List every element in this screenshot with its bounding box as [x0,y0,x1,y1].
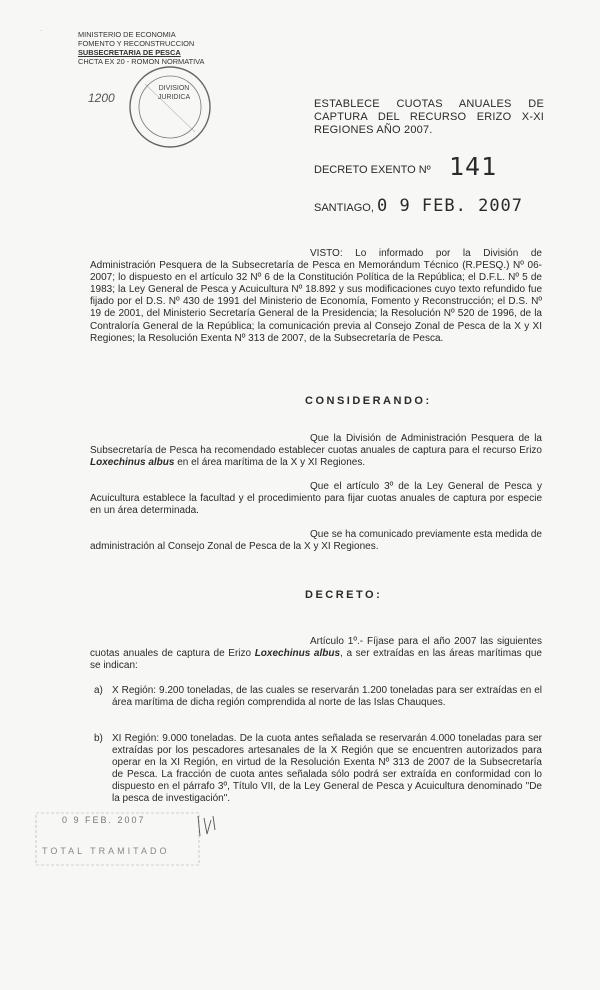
considerando-heading: CONSIDERANDO: [305,395,432,407]
decree-city: SANTIAGO, [314,202,374,214]
official-seal-icon [125,62,215,152]
species-name: Loxechinus albus [90,457,175,469]
decree-date-line [314,196,523,216]
letterhead-ministry-sub: FOMENTO Y RECONSTRUCCION [78,39,195,48]
stamp-date: 0 9 FEB. 2007 [62,815,146,825]
item-a: X Región: 9.200 toneladas, de las cuales se reservarán 1.200 toneladas para ser extraídas en el área marítima de dicha región comprendida al norte de las Islas Chauques. [112,685,542,709]
article-species-name: Loxechinus albus [254,648,341,660]
article-1 [90,636,542,672]
margin-mark: · [40,28,42,34]
decree-number: 141 [449,152,498,181]
seal-line-2: JURIDICA [157,94,191,101]
letterhead-ministry: MINISTERIO DE ECONOMIA [78,30,176,39]
article-1-text: Fíjase para el año 2007 las siguientes cuotas anuales de captura de Erizo [90,636,542,660]
stamp-status: TOTAL TRAMITADO [42,846,170,856]
decree-label: DECRETO EXENTO Nº [314,164,431,176]
letterhead [78,30,228,66]
visto-paragraph: VISTO: Lo informado por la División de Administración Pesquera de la Subsecretaría de Pesca en Memorándum Técnico (R.PESQ.) Nº 06-2007; lo dispuesto en el artículo 32 Nº 6 de la Constitución Política de la República; el D.F.L. Nº 5 de 1983; la Ley General de Pesca y Acuicultura Nº 18.892 y sus modificaciones cuyo texto refundido fue fijado por el D.S. Nº 430 de 1991 del Ministerio de Economía, Fomento y Reconstrucción; el D.S. Nº 19 de 2001, del Ministerio Secretaría General de la Presidencia; la Resolución Nº 520 de 1996, de la Contraloría General de la República; la comunicación previa al Consejo Zonal de Pesca de la X y XI Regiones; la Resolución Exenta Nº 313 de 2007, de la Subsecretaría de Pesca. [90,248,542,344]
decree-subject: ESTABLECE CUOTAS ANUALES DE CAPTURA DEL RECURSO ERIZO X-XI REGIONES AÑO 2007. [314,98,544,136]
considerando-p1-end: en el área marítima de la X y XI Regiones. [174,457,366,469]
seal-line-1: DIVISION [158,85,190,92]
letterhead-office: CHCTA EX 20 - ROMON NORMATIVA [78,57,205,66]
signature-mark-icon [195,812,219,840]
item-a-marker: a) [94,685,103,696]
item-b-marker: b) [94,733,103,744]
item-b: XI Región: 9.000 toneladas. De la cuota antes señalada se reservarán 4.000 toneladas para ser extraídas por los pescadores artesanales de la X Región que se encuentren autorizados para operar en la XI Región, en virtud de la Resolución Exenta Nº 313 de 2007 de la Subsecretaría de Pesca. La fracción de cuota antes señalada sólo podrá ser extraída en conformidad con lo dispuesto en el párrafo 3º, Título VII, de la Ley General de Pesca y Acuicultura denominado "De la pesca de investigación". [112,733,542,805]
considerando-paragraph-3: Que se ha comunicado previamente esta medida de administración al Consejo Zonal de Pesca de la X y XI Regiones. [90,529,542,553]
decreto-heading: DECRETO: [305,589,383,601]
decree-date: 0 9 FEB. 2007 [376,196,524,216]
article-1-label: Artículo 1º.- [310,636,364,647]
article-1-end: , a ser extraídas en las áreas marítimas que se indican: [90,648,542,672]
considerando-paragraph-2: Que el artículo 3º de la Ley General de Pesca y Acuicultura establece la facultad y el procedimiento para fijar cuotas anuales de captura por especie en un área determinada. [90,481,542,517]
reference-number: 1200 [88,91,115,105]
seal-text [150,84,198,102]
letterhead-subsecretaria: SUBSECRETARIA DE PESCA [78,48,181,57]
considerando-paragraph-1 [90,433,542,469]
considerando-p1-text: Que la División de Administración Pesquera de la Subsecretaría de Pesca ha recomendado establecer cuotas anuales de captura para el recurso Erizo [90,433,542,457]
